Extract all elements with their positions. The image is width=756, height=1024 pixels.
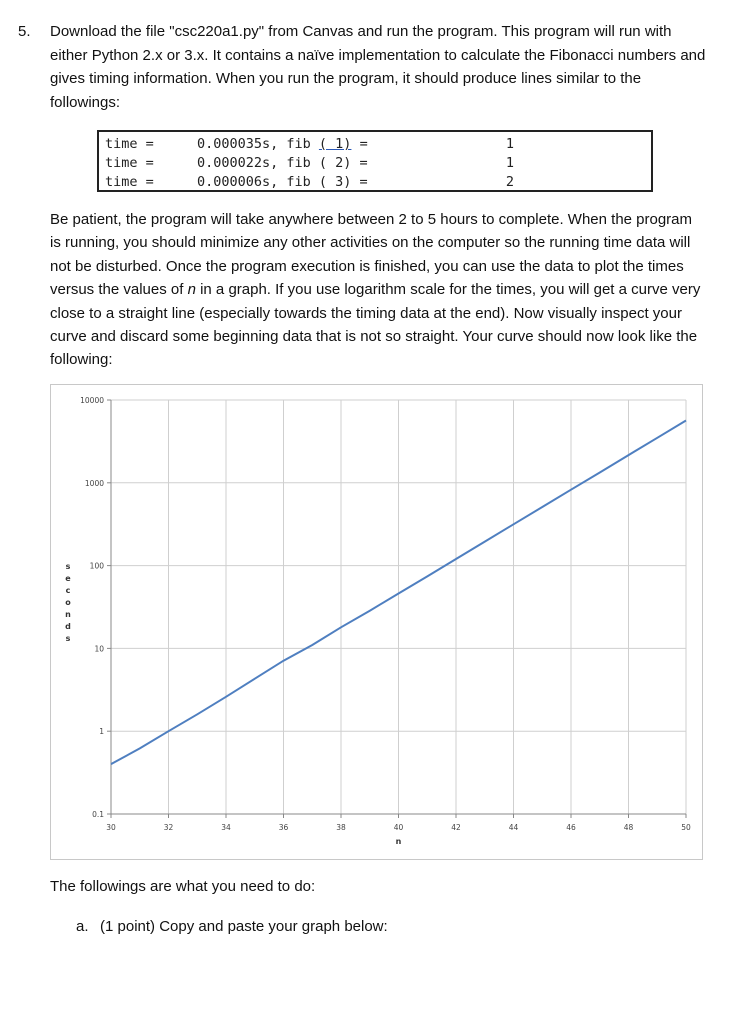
y-tick-label: 1000	[84, 478, 104, 488]
output-call: 0.000022s, fib ( 2) =	[197, 155, 368, 171]
output-line	[105, 134, 645, 154]
output-line	[105, 172, 645, 192]
x-tick-label: 46	[566, 823, 576, 832]
item-text: (1 point) Copy and paste your graph below:	[100, 918, 388, 935]
output-value: 2	[505, 174, 514, 190]
output-label: time =	[105, 155, 154, 171]
x-tick-label: 40	[393, 823, 404, 832]
output-line	[105, 153, 645, 173]
y-tick-label: 10	[94, 644, 104, 654]
followup-item-a	[76, 918, 388, 935]
timing-chart	[50, 384, 703, 860]
question-text: Download the file "csc220a1.py" from Canvas and run the program. This program will run with either Python 2.x or 3.x. It contains a naïve implementation to calculate the Fibonacci numbers and gives timing information. When you run the program, it should produce lines similar to the followings:	[50, 23, 706, 111]
x-tick-label: 50	[681, 823, 691, 832]
x-tick-label: 32	[163, 823, 174, 832]
x-axis-label: n	[395, 837, 402, 846]
x-tick-label: 38	[336, 823, 346, 832]
output-call: 0.000035s, fib ( 1) =	[197, 136, 368, 152]
y-tick-label: 1	[99, 727, 104, 737]
y-axis-label-letter: s	[65, 634, 71, 643]
output-value: 1	[505, 136, 514, 152]
y-axis-label-letter: e	[65, 574, 71, 583]
y-axis-label-letter: o	[65, 598, 71, 607]
question-number: 5.	[18, 23, 31, 40]
program-output-box	[97, 130, 653, 192]
y-tick-label: 10000	[80, 396, 104, 405]
followup-intro: The followings are what you need to do:	[50, 878, 316, 895]
y-axis-label-letter: n	[65, 610, 71, 619]
output-call: 0.000006s, fib ( 3) =	[197, 174, 368, 190]
y-axis-label-letter: d	[65, 622, 71, 631]
output-value: 1	[505, 155, 514, 171]
chart-frame	[51, 385, 703, 860]
fib-arg-link[interactable]: ( 1)	[318, 136, 352, 152]
output-label: time =	[105, 136, 154, 152]
y-tick-label: 0.1	[92, 810, 104, 819]
item-label: a.	[76, 918, 89, 935]
x-tick-label: 36	[278, 823, 289, 832]
instructions-paragraph: Be patient, the program will take anywhere between 2 to 5 hours to complete. When the program is running, you should minimize any other activities on the computer so the running time data will not be disturbed. Once the program execution is finished, you can use the data to plot the times versus the values of n in a graph. If you use logarithm scale for the times, you will get a curve very close to a straight line (especially towards the timing data at the end). Now visually inspect your curve and discard some beginning data that is not so straight. Your curve should now look like the following:	[50, 211, 701, 369]
question-5	[18, 20, 708, 114]
output-label: time =	[105, 174, 154, 190]
italic-n: n	[187, 281, 196, 299]
x-tick-label: 48	[623, 823, 634, 832]
x-tick-label: 44	[508, 823, 519, 832]
x-tick-label: 42	[451, 823, 461, 832]
y-axis-label-letter: c	[65, 586, 71, 595]
y-tick-label: 100	[89, 561, 104, 571]
x-tick-label: 34	[221, 823, 231, 832]
y-axis-label-letter: s	[65, 562, 71, 571]
x-tick-label: 30	[106, 823, 116, 832]
